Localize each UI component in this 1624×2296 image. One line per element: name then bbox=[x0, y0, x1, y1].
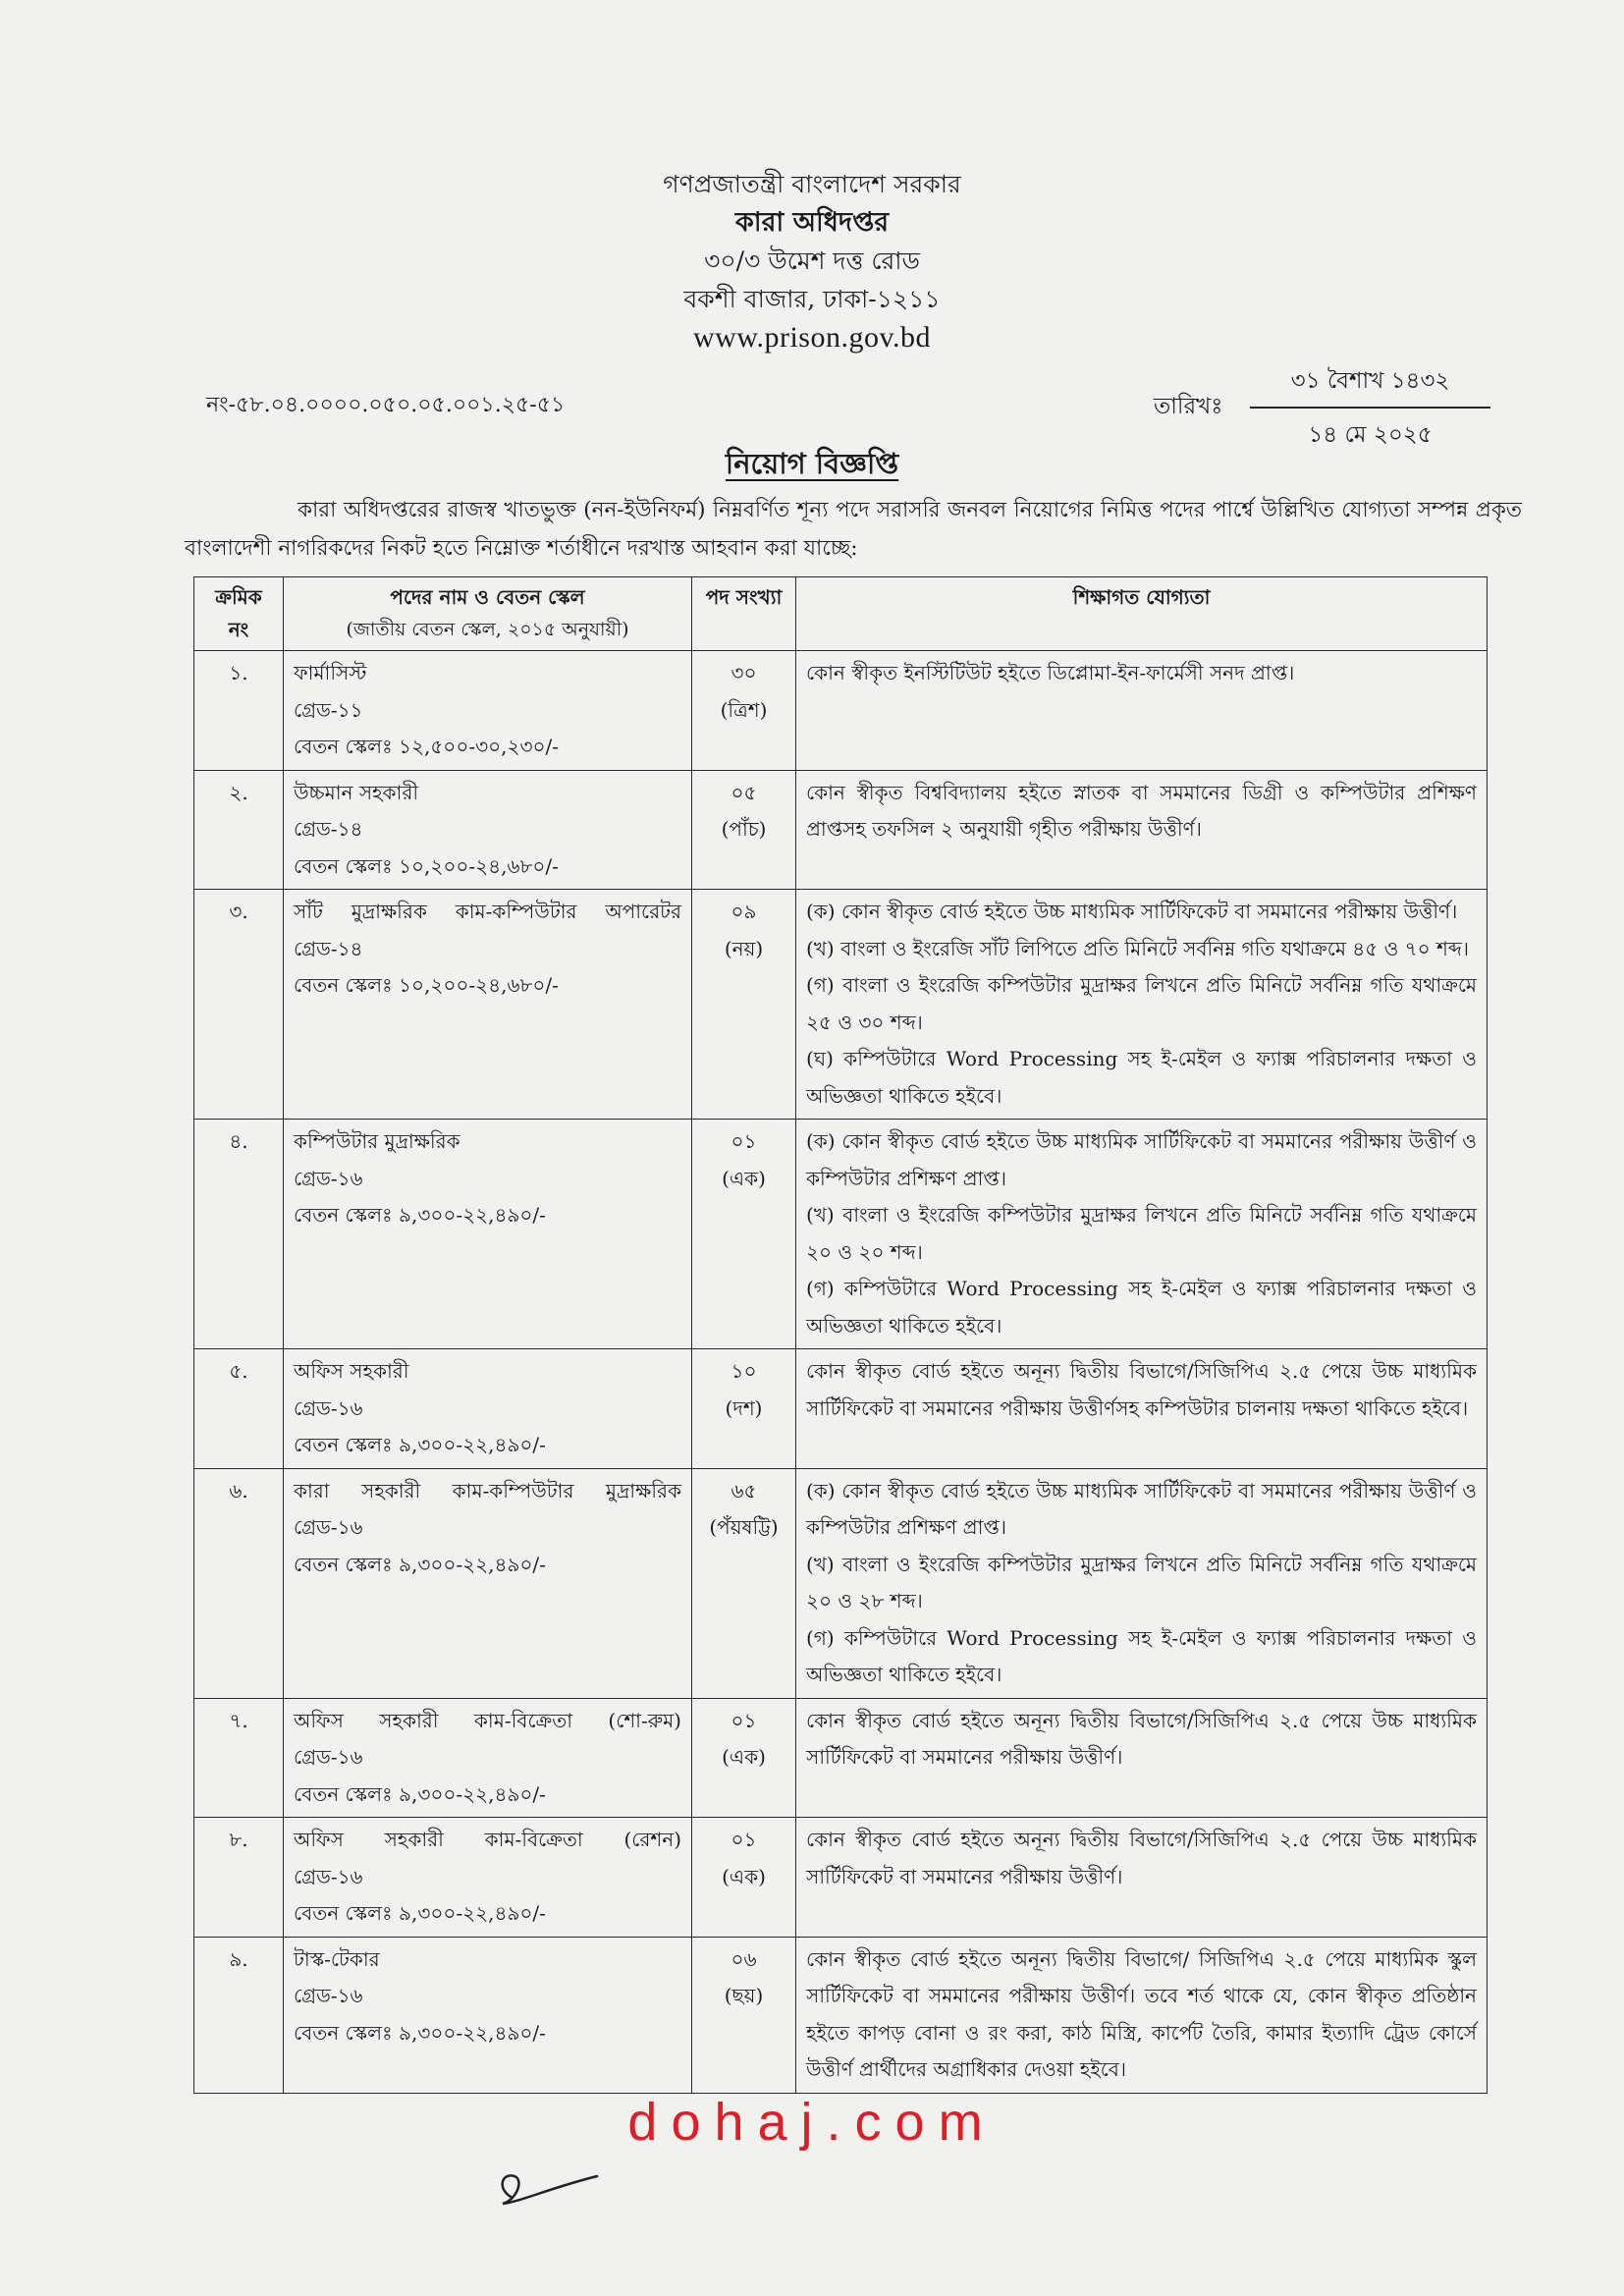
post-count-words: (এক) bbox=[722, 1864, 766, 1888]
header-serial: ক্রমিক নং bbox=[194, 577, 284, 651]
qualification-item: (খ) বাংলা ও ইংরেজি কম্পিউটার মুদ্রাক্ষর লিখনে প্রতি মিনিটে সর্বনিম্ন গতি যথাক্রমে ২০ ও ২০ শব্দ। bbox=[806, 1203, 1477, 1264]
count-cell bbox=[692, 770, 796, 890]
table-row bbox=[194, 1937, 1488, 2093]
post-count-words: (দশ) bbox=[725, 1395, 763, 1420]
watermark: dohaj.com bbox=[627, 2093, 997, 2152]
serial-cell: ২. bbox=[194, 770, 284, 890]
serial-cell: ৮. bbox=[194, 1818, 284, 1938]
post-count: ০১ bbox=[731, 1828, 757, 1851]
post-name: অফিস সহকারী কাম-বিক্রেতা (রেশন) bbox=[294, 1828, 681, 1851]
post-count-words: (নয়) bbox=[724, 936, 764, 960]
qualification-item: (গ) বাংলা ও ইংরেজি কম্পিউটার মুদ্রাক্ষর লিখনে প্রতি মিনিটে সর্বনিম্ন গতি যথাক্রমে ২৫ ও ৩০ শব্দ। bbox=[806, 973, 1477, 1034]
post-count-words: (পাঁচ) bbox=[721, 817, 767, 841]
date-gregorian: ১৪ মে ২০২৫ bbox=[1308, 422, 1433, 448]
post-grade: গ্রেড-১৬ bbox=[294, 1745, 363, 1769]
qualification-cell bbox=[796, 1120, 1488, 1349]
pay-scale: বেতন স্কেলঃ ১০,২০০-২৪,৬৮০/- bbox=[294, 853, 559, 878]
date-label: তারিখঃ bbox=[1154, 394, 1223, 419]
serial-cell: ৭. bbox=[194, 1698, 284, 1818]
department-name: কারা অধিদপ্তর bbox=[734, 207, 890, 238]
count-cell bbox=[692, 1120, 796, 1349]
address-line-2: বকশী বাজার, ঢাকা-১২১১ bbox=[683, 285, 941, 313]
count-cell bbox=[692, 1349, 796, 1469]
table-row bbox=[194, 1698, 1488, 1818]
date-bangla: ৩১ বৈশাখ ১৪৩২ bbox=[1250, 358, 1490, 409]
header-post bbox=[284, 577, 692, 651]
post-cell bbox=[284, 1818, 692, 1938]
qualification-item: (খ) বাংলা ও ইংরেজি সাঁট লিপিতে প্রতি মিনিটে সর্বনিম্ন গতি যথাক্রমে ৪৫ ও ৭০ শব্দ। bbox=[806, 936, 1470, 960]
count-cell bbox=[692, 1937, 796, 2093]
qualification-item: (ক) কোন স্বীকৃত বোর্ড হইতে উচ্চ মাধ্যমিক সার্টিফিকেট বা সমমানের পরীক্ষায় উত্তীর্ণ। bbox=[806, 900, 1458, 923]
post-name: কম্পিউটার মুদ্রাক্ষরিক bbox=[294, 1129, 460, 1153]
post-count: ৩০ bbox=[731, 661, 757, 684]
qualification-cell bbox=[796, 1937, 1488, 2093]
post-name: অফিস সহকারী bbox=[294, 1359, 409, 1383]
qualification-item: (ঘ) কম্পিউটারে Word Processing সহ ই-মেইল ও ফ্যাক্স পরিচালনার দক্ষতা ও অভিজ্ঞতা থাকিতে হইবে। bbox=[806, 1047, 1477, 1108]
table-row bbox=[194, 651, 1488, 771]
serial-cell: ৯. bbox=[194, 1937, 284, 2093]
post-grade: গ্রেড-১৬ bbox=[294, 1515, 363, 1539]
post-count: ১০ bbox=[731, 1359, 757, 1383]
qualification-cell bbox=[796, 1698, 1488, 1818]
pay-scale: বেতন স্কেলঃ ৯,৩০০-২২,৪৯০/- bbox=[294, 1552, 546, 1576]
notice-title-text: নিয়োগ বিজ্ঞপ্তি bbox=[725, 447, 899, 480]
post-cell bbox=[284, 890, 692, 1120]
table-row bbox=[194, 890, 1488, 1120]
post-name: ফার্মাসিস্ট bbox=[294, 661, 367, 684]
letterhead bbox=[0, 165, 1624, 356]
qualification-item: কোন স্বীকৃত বোর্ড হইতে অনূন্য দ্বিতীয় বিভাগে/সিজিপিএ ২.৫ পেয়ে উচ্চ মাধ্যমিক সার্টিফিকেট বা সমমানের পরীক্ষায় উত্তীর্ণ। bbox=[806, 1828, 1477, 1888]
header-post-subtitle: (জাতীয় বেতন স্কেল, ২০১৫ অনুযায়ী) bbox=[346, 619, 629, 640]
post-grade: গ্রেড-১৬ bbox=[294, 1166, 363, 1190]
post-count-words: (পঁয়ষট্টি) bbox=[709, 1515, 779, 1539]
table-row bbox=[194, 1818, 1488, 1938]
post-name: অফিস সহকারী কাম-বিক্রেতা (শো-রুম) bbox=[294, 1708, 681, 1732]
qualification-cell bbox=[796, 1468, 1488, 1698]
serial-cell: ৪. bbox=[194, 1120, 284, 1349]
pay-scale: বেতন স্কেলঃ ৯,৩০০-২২,৪৯০/- bbox=[294, 1203, 546, 1227]
count-cell bbox=[692, 890, 796, 1120]
header-post-title: পদের নাম ও বেতন স্কেল bbox=[390, 585, 585, 609]
post-count-words: (ত্রিশ) bbox=[720, 697, 768, 722]
post-count: ০৫ bbox=[731, 780, 757, 804]
post-grade: গ্রেড-১৬ bbox=[294, 1984, 363, 2007]
table-header-row bbox=[194, 577, 1488, 651]
qualification-item: (ক) কোন স্বীকৃত বোর্ড হইতে উচ্চ মাধ্যমিক সার্টিফিকেট বা সমমানের পরীক্ষায় উত্তীর্ণ ও কম্পিউটার প্রশিক্ষণ প্রাপ্ত। bbox=[806, 1478, 1477, 1539]
qualification-item: কোন স্বীকৃত ইনস্টিটিউট হইতে ডিপ্লোমা-ইন-ফার্মেসী সনদ প্রাপ্ত। bbox=[806, 661, 1295, 684]
count-cell bbox=[692, 1818, 796, 1938]
signature-mark bbox=[491, 2160, 609, 2233]
date-values bbox=[1250, 358, 1490, 455]
pay-scale: বেতন স্কেলঃ ৯,৩০০-২২,৪৯০/- bbox=[294, 1901, 546, 1925]
table-row bbox=[194, 770, 1488, 890]
qualification-item: (গ) কম্পিউটারে Word Processing সহ ই-মেইল ও ফ্যাক্স পরিচালনার দক্ষতা ও অভিজ্ঞতা থাকিতে হইবে। bbox=[806, 1625, 1477, 1686]
post-grade: গ্রেড-১৪ bbox=[294, 817, 363, 841]
qualification-cell bbox=[796, 1349, 1488, 1469]
post-name: কারা সহকারী কাম-কম্পিউটার মুদ্রাক্ষরিক bbox=[294, 1478, 681, 1503]
government-name: গণপ্রজাতন্ত্রী বাংলাদেশ সরকার bbox=[663, 170, 961, 198]
notice-title bbox=[0, 442, 1624, 490]
post-cell bbox=[284, 770, 692, 890]
serial-cell: ১. bbox=[194, 651, 284, 771]
qualification-item: কোন স্বীকৃত বোর্ড হইতে অনূন্য দ্বিতীয় বিভাগে/সিজিপিএ ২.৫ পেয়ে উচ্চ মাধ্যমিক সার্টিফিকেট বা সমমানের পরীক্ষায় উত্তীর্ণ। bbox=[806, 1708, 1477, 1769]
intro-paragraph: কারা অধিদপ্তরের রাজস্ব খাতভুক্ত (নন-ইউনিফর্ম) নিম্নবর্ণিত শূন্য পদে সরাসরি জনবল নিয়োগের নিমিত্ত পদের পার্শ্বে উল্লিখিত যোগ্যতা সম্পন্ন প্রকৃত বাংলাদেশী নাগরিকদের নিকট হতে নিম্নোক্ত শর্তাধীনে দরখাস্ত আহবান করা যাচ্ছে: bbox=[185, 498, 1522, 561]
serial-cell: ৬. bbox=[194, 1468, 284, 1698]
qualification-cell bbox=[796, 890, 1488, 1120]
post-cell bbox=[284, 1120, 692, 1349]
post-count-words: (এক) bbox=[722, 1166, 766, 1190]
qualification-cell bbox=[796, 770, 1488, 890]
pay-scale: বেতন স্কেলঃ ৯,৩০০-২২,৪৯০/- bbox=[294, 1433, 546, 1456]
post-cell bbox=[284, 651, 692, 771]
count-cell bbox=[692, 1698, 796, 1818]
serial-cell: ৩. bbox=[194, 890, 284, 1120]
post-cell bbox=[284, 1468, 692, 1698]
post-count: ০১ bbox=[731, 1708, 757, 1732]
post-cell bbox=[284, 1698, 692, 1818]
post-grade: গ্রেড-১৪ bbox=[294, 936, 363, 960]
post-grade: গ্রেড-১৬ bbox=[294, 1864, 363, 1888]
count-cell bbox=[692, 651, 796, 771]
post-name: সাঁট মুদ্রাক্ষরিক কাম-কম্পিউটার অপারেটর bbox=[294, 900, 681, 923]
website-text: www.prison.gov.bd bbox=[692, 321, 932, 354]
qualification-item: (গ) কম্পিউটারে Word Processing সহ ই-মেইল ও ফ্যাক্স পরিচালনার দক্ষতা ও অভিজ্ঞতা থাকিতে হইবে। bbox=[806, 1277, 1477, 1338]
post-cell bbox=[284, 1349, 692, 1469]
qualification-item: কোন স্বীকৃত বোর্ড হইতে অনূন্য দ্বিতীয় বিভাগে/সিজিপিএ ২.৫ পেয়ে উচ্চ মাধ্যমিক সার্টিফিকেট বা সমমানের পরীক্ষায় উত্তীর্ণসহ কম্পিউটার চালনায় দক্ষতা থাকিতে হইবে। bbox=[806, 1359, 1477, 1420]
table-row bbox=[194, 1468, 1488, 1698]
post-grade: গ্রেড-১১ bbox=[294, 697, 363, 722]
pay-scale: বেতন স্কেলঃ ৯,৩০০-২২,৪৯০/- bbox=[294, 2020, 546, 2045]
header-count: পদ সংখ্যা bbox=[692, 577, 796, 651]
memo-number: নং-৫৮.০৪.০০০০.০৫০.০৫.০০১.২৫-৫১ bbox=[206, 393, 566, 417]
pay-scale: বেতন স্কেলঃ ৯,৩০০-২২,৪৯০/- bbox=[294, 1781, 546, 1806]
post-count-words: (ছয়) bbox=[724, 1984, 764, 2007]
table-row bbox=[194, 1120, 1488, 1349]
table-row bbox=[194, 1349, 1488, 1469]
qualification-item: কোন স্বীকৃত বিশ্ববিদ্যালয় হইতে স্নাতক বা সমমানের ডিগ্রী ও কম্পিউটার প্রশিক্ষণ প্রাপ্তসহ তফসিল ২ অনুযায়ী গৃহীত পরীক্ষায় উত্তীর্ণ। bbox=[806, 780, 1477, 841]
post-grade: গ্রেড-১৬ bbox=[294, 1395, 363, 1420]
post-count: ৬৫ bbox=[731, 1478, 757, 1503]
pay-scale: বেতন স্কেলঃ ১০,২০০-২৪,৬৮০/- bbox=[294, 973, 559, 997]
posts-table bbox=[193, 576, 1488, 2094]
qualification-item: (ক) কোন স্বীকৃত বোর্ড হইতে উচ্চ মাধ্যমিক সার্টিফিকেট বা সমমানের পরীক্ষায় উত্তীর্ণ ও কম্পিউটার প্রশিক্ষণ প্রাপ্ত। bbox=[806, 1129, 1477, 1190]
header-qualification: শিক্ষাগত যোগ্যতা bbox=[796, 577, 1488, 651]
count-cell bbox=[692, 1468, 796, 1698]
address-line-1: ৩০/৩ উমেশ দত্ত রোড bbox=[704, 246, 920, 275]
post-name: টাস্ক-টেকার bbox=[294, 1946, 380, 1971]
post-count-words: (এক) bbox=[722, 1745, 766, 1769]
post-count: ০৯ bbox=[731, 900, 757, 923]
qualification-item: (খ) বাংলা ও ইংরেজি কম্পিউটার মুদ্রাক্ষর লিখনে প্রতি মিনিটে সর্বনিম্ন গতি যথাক্রমে ২০ ও ২৮ শব্দ। bbox=[806, 1552, 1477, 1613]
post-count: ০১ bbox=[731, 1129, 757, 1153]
qualification-cell bbox=[796, 651, 1488, 771]
post-cell bbox=[284, 1937, 692, 2093]
qualification-cell bbox=[796, 1818, 1488, 1938]
serial-cell: ৫. bbox=[194, 1349, 284, 1469]
post-count: ০৬ bbox=[731, 1946, 757, 1971]
qualification-item: কোন স্বীকৃত বোর্ড হইতে অনূন্য দ্বিতীয় বিভাগে/ সিজিপিএ ২.৫ পেয়ে মাধ্যমিক স্কুল সার্টিফিকেট বা সমমানের পরীক্ষায় উত্তীর্ণ। তবে শর্ত থাকে যে, কোন স্বীকৃত প্রতিষ্ঠান হইতে কাপড় বোনা ও রং করা, কাঠ মিস্ত্রি, কার্পেট তৈরি, কামার ইত্যাদি ট্রেড কোর্সে উত্তীর্ণ প্রার্থীদের অগ্রাধিকার দেওয়া হইবে। bbox=[806, 1946, 1477, 2081]
post-name: উচ্চমান সহকারী bbox=[294, 780, 419, 804]
pay-scale: বেতন স্কেলঃ ১২,৫০০-৩০,২৩০/- bbox=[294, 735, 559, 758]
